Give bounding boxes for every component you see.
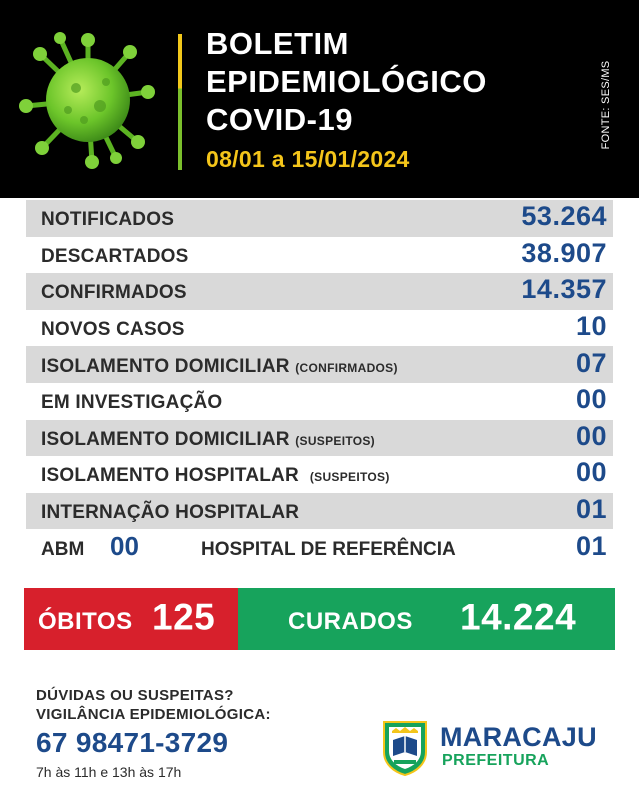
row-isolamento-domiciliar-confirmados (26, 346, 613, 383)
row-label: EM INVESTIGAÇÃO (41, 392, 223, 414)
abm-value: 00 (110, 530, 139, 561)
brand-subtitle: PREFEITURA (442, 752, 550, 769)
row-label: INTERNAÇÃO HOSPITALAR (41, 501, 300, 523)
row-note: (SUSPEITOS) (295, 433, 375, 448)
brand-name: MARACAJU (440, 722, 597, 752)
row-label: NOVOS CASOS (41, 318, 185, 340)
row-internacao-hospitalar (26, 493, 613, 530)
obitos-box (24, 588, 238, 650)
row-label: ISOLAMENTO HOSPITALAR (SUSPEITOS) (41, 465, 390, 487)
row-note: (SUSPEITOS) (309, 470, 390, 485)
row-value: 10 (575, 311, 607, 342)
header-divider (178, 34, 182, 170)
curados-label: CURADOS (288, 607, 413, 635)
contact-heading (36, 686, 271, 724)
row-value: 00 (575, 457, 607, 488)
contact-question: DÚVIDAS OU SUSPEITAS? (36, 687, 234, 704)
title-line-3: COVID-19 (206, 102, 353, 137)
row-value: 07 (575, 347, 607, 378)
row-isolamento-hospitalar-suspeitos (26, 456, 613, 493)
hospital-referencia-value: 01 (575, 530, 607, 561)
row-isolamento-domiciliar-suspeitos (26, 420, 613, 457)
city-crest-icon (380, 718, 430, 776)
obitos-label: ÓBITOS (38, 607, 133, 635)
row-confirmados (26, 273, 613, 310)
virus-icon (18, 30, 158, 170)
stats-table (26, 200, 613, 566)
outcomes-banner (24, 588, 615, 650)
contact-hours: 7h às 11h e 13h às 17h (36, 764, 182, 780)
row-label: CONFIRMADOS (41, 282, 187, 304)
row-value: 14.357 (521, 274, 607, 305)
title-line-1: BOLETIM (206, 26, 349, 61)
curados-value: 14.224 (460, 596, 577, 638)
curados-box (238, 588, 615, 650)
contact-department: VIGILÂNCIA EPIDEMIOLÓGICA: (36, 706, 271, 723)
abm-label: ABM (41, 538, 85, 560)
row-value: 00 (575, 384, 607, 415)
row-descartados (26, 237, 613, 274)
row-value: 38.907 (521, 237, 607, 268)
row-label: ISOLAMENTO DOMICILIAR (SUSPEITOS) (41, 428, 375, 450)
header (0, 0, 639, 198)
title-line-2: EPIDEMIOLÓGICO (206, 64, 487, 99)
hospital-referencia-label: HOSPITAL DE REFERÊNCIA (201, 538, 456, 560)
row-novos-casos (26, 310, 613, 347)
date-range: 08/01 a 15/01/2024 (206, 146, 410, 172)
row-value: 53.264 (521, 201, 607, 232)
row-label: DESCARTADOS (41, 245, 189, 267)
contact-phone[interactable]: 67 98471-3729 (36, 727, 229, 758)
row-label: NOTIFICADOS (41, 209, 175, 231)
row-value: 01 (575, 493, 607, 524)
row-note: (CONFIRMADOS) (295, 360, 398, 375)
obitos-value: 125 (152, 596, 216, 638)
row-label: ISOLAMENTO DOMICILIAR (CONFIRMADOS) (41, 355, 398, 377)
row-notificados (26, 200, 613, 237)
source-note (596, 60, 616, 150)
row-em-investigacao (26, 383, 613, 420)
row-abm-hospital-referencia (26, 529, 613, 566)
row-value: 00 (575, 420, 607, 451)
source-text: FONTE: SES/MS (600, 60, 612, 150)
